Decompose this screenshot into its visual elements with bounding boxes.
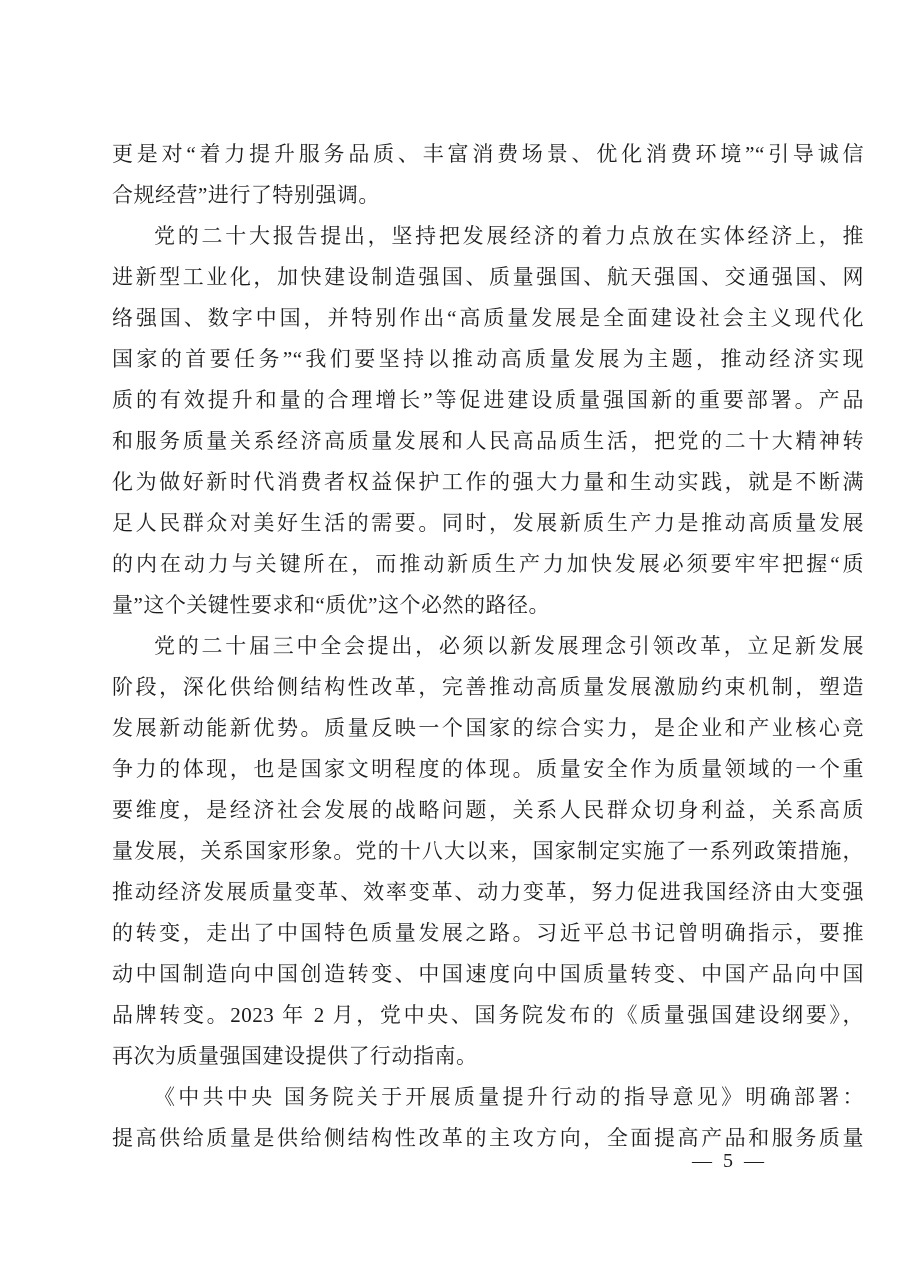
text-line: 争力的体现，也是国家文明程度的体现。质量安全作为质量领域的一个重 (112, 757, 864, 781)
text-line: 进新型工业化，加快建设制造强国、质量强国、航天强国、交通强国、网 (112, 265, 864, 289)
paragraph (112, 134, 864, 216)
paragraph (112, 626, 864, 1077)
text-line: 品牌转变。2023 年 2 月，党中央、国务院发布的《质量强国建设纲要》， (112, 1003, 864, 1027)
text-line: 和服务质量关系经济高质量发展和人民高品质生活，把党的二十大精神转 (112, 429, 864, 453)
text-line: 更是对“着力提升服务品质、丰富消费场景、优化消费环境”“引导诚信 (112, 142, 864, 166)
text-line: 动中国制造向中国创造转变、中国速度向中国质量转变、中国产品向中国 (112, 962, 864, 986)
text-line: 《中共中央 国务院关于开展质量提升行动的指导意见》明确部署： (154, 1085, 864, 1109)
text-line: 量发展，关系国家形象。党的十八大以来，国家制定实施了一系列政策措施， (112, 839, 864, 863)
text-line: 党的二十届三中全会提出，必须以新发展理念引领改革，立足新发展 (154, 634, 864, 658)
page-number: — 5 — (692, 1150, 767, 1172)
text-line: 质的有效提升和量的合理增长”等促进建设质量强国新的重要部署。产品 (112, 388, 864, 412)
text-line: 提高供给质量是供给侧结构性改革的主攻方向，全面提高产品和服务质量 (112, 1126, 864, 1150)
text-line: 要维度，是经济社会发展的战略问题，关系人民群众切身利益，关系高质 (112, 798, 864, 822)
text-line: 发展新动能新优势。质量反映一个国家的综合实力，是企业和产业核心竞 (112, 716, 864, 740)
paragraph (112, 216, 864, 626)
document-body (112, 134, 864, 1159)
text-line: 党的二十大报告提出，坚持把发展经济的着力点放在实体经济上，推 (154, 224, 864, 248)
text-line: 阶段，深化供给侧结构性改革，完善推动高质量发展激励约束机制，塑造 (112, 675, 864, 699)
text-line: 的内在动力与关键所在，而推动新质生产力加快发展必须要牢牢把握“质 (112, 552, 864, 576)
text-line: 量”这个关键性要求和“质优”这个必然的路径。 (112, 593, 550, 617)
text-line: 再次为质量强国建设提供了行动指南。 (112, 1044, 478, 1068)
text-line: 络强国、数字中国，并特别作出“高质量发展是全面建设社会主义现代化 (112, 306, 864, 330)
text-line: 合规经营”进行了特别强调。 (112, 183, 380, 207)
text-line: 国家的首要任务”“我们要坚持以推动高质量发展为主题，推动经济实现 (112, 347, 864, 371)
text-line: 推动经济发展质量变革、效率变革、动力变革，努力促进我国经济由大变强 (112, 880, 864, 904)
text-line: 足人民群众对美好生活的需要。同时，发展新质生产力是推动高质量发展 (112, 511, 864, 535)
text-line: 化为做好新时代消费者权益保护工作的强大力量和生动实践，就是不断满 (112, 470, 864, 494)
text-line: 的转变，走出了中国特色质量发展之路。习近平总书记曾明确指示，要推 (112, 921, 864, 945)
